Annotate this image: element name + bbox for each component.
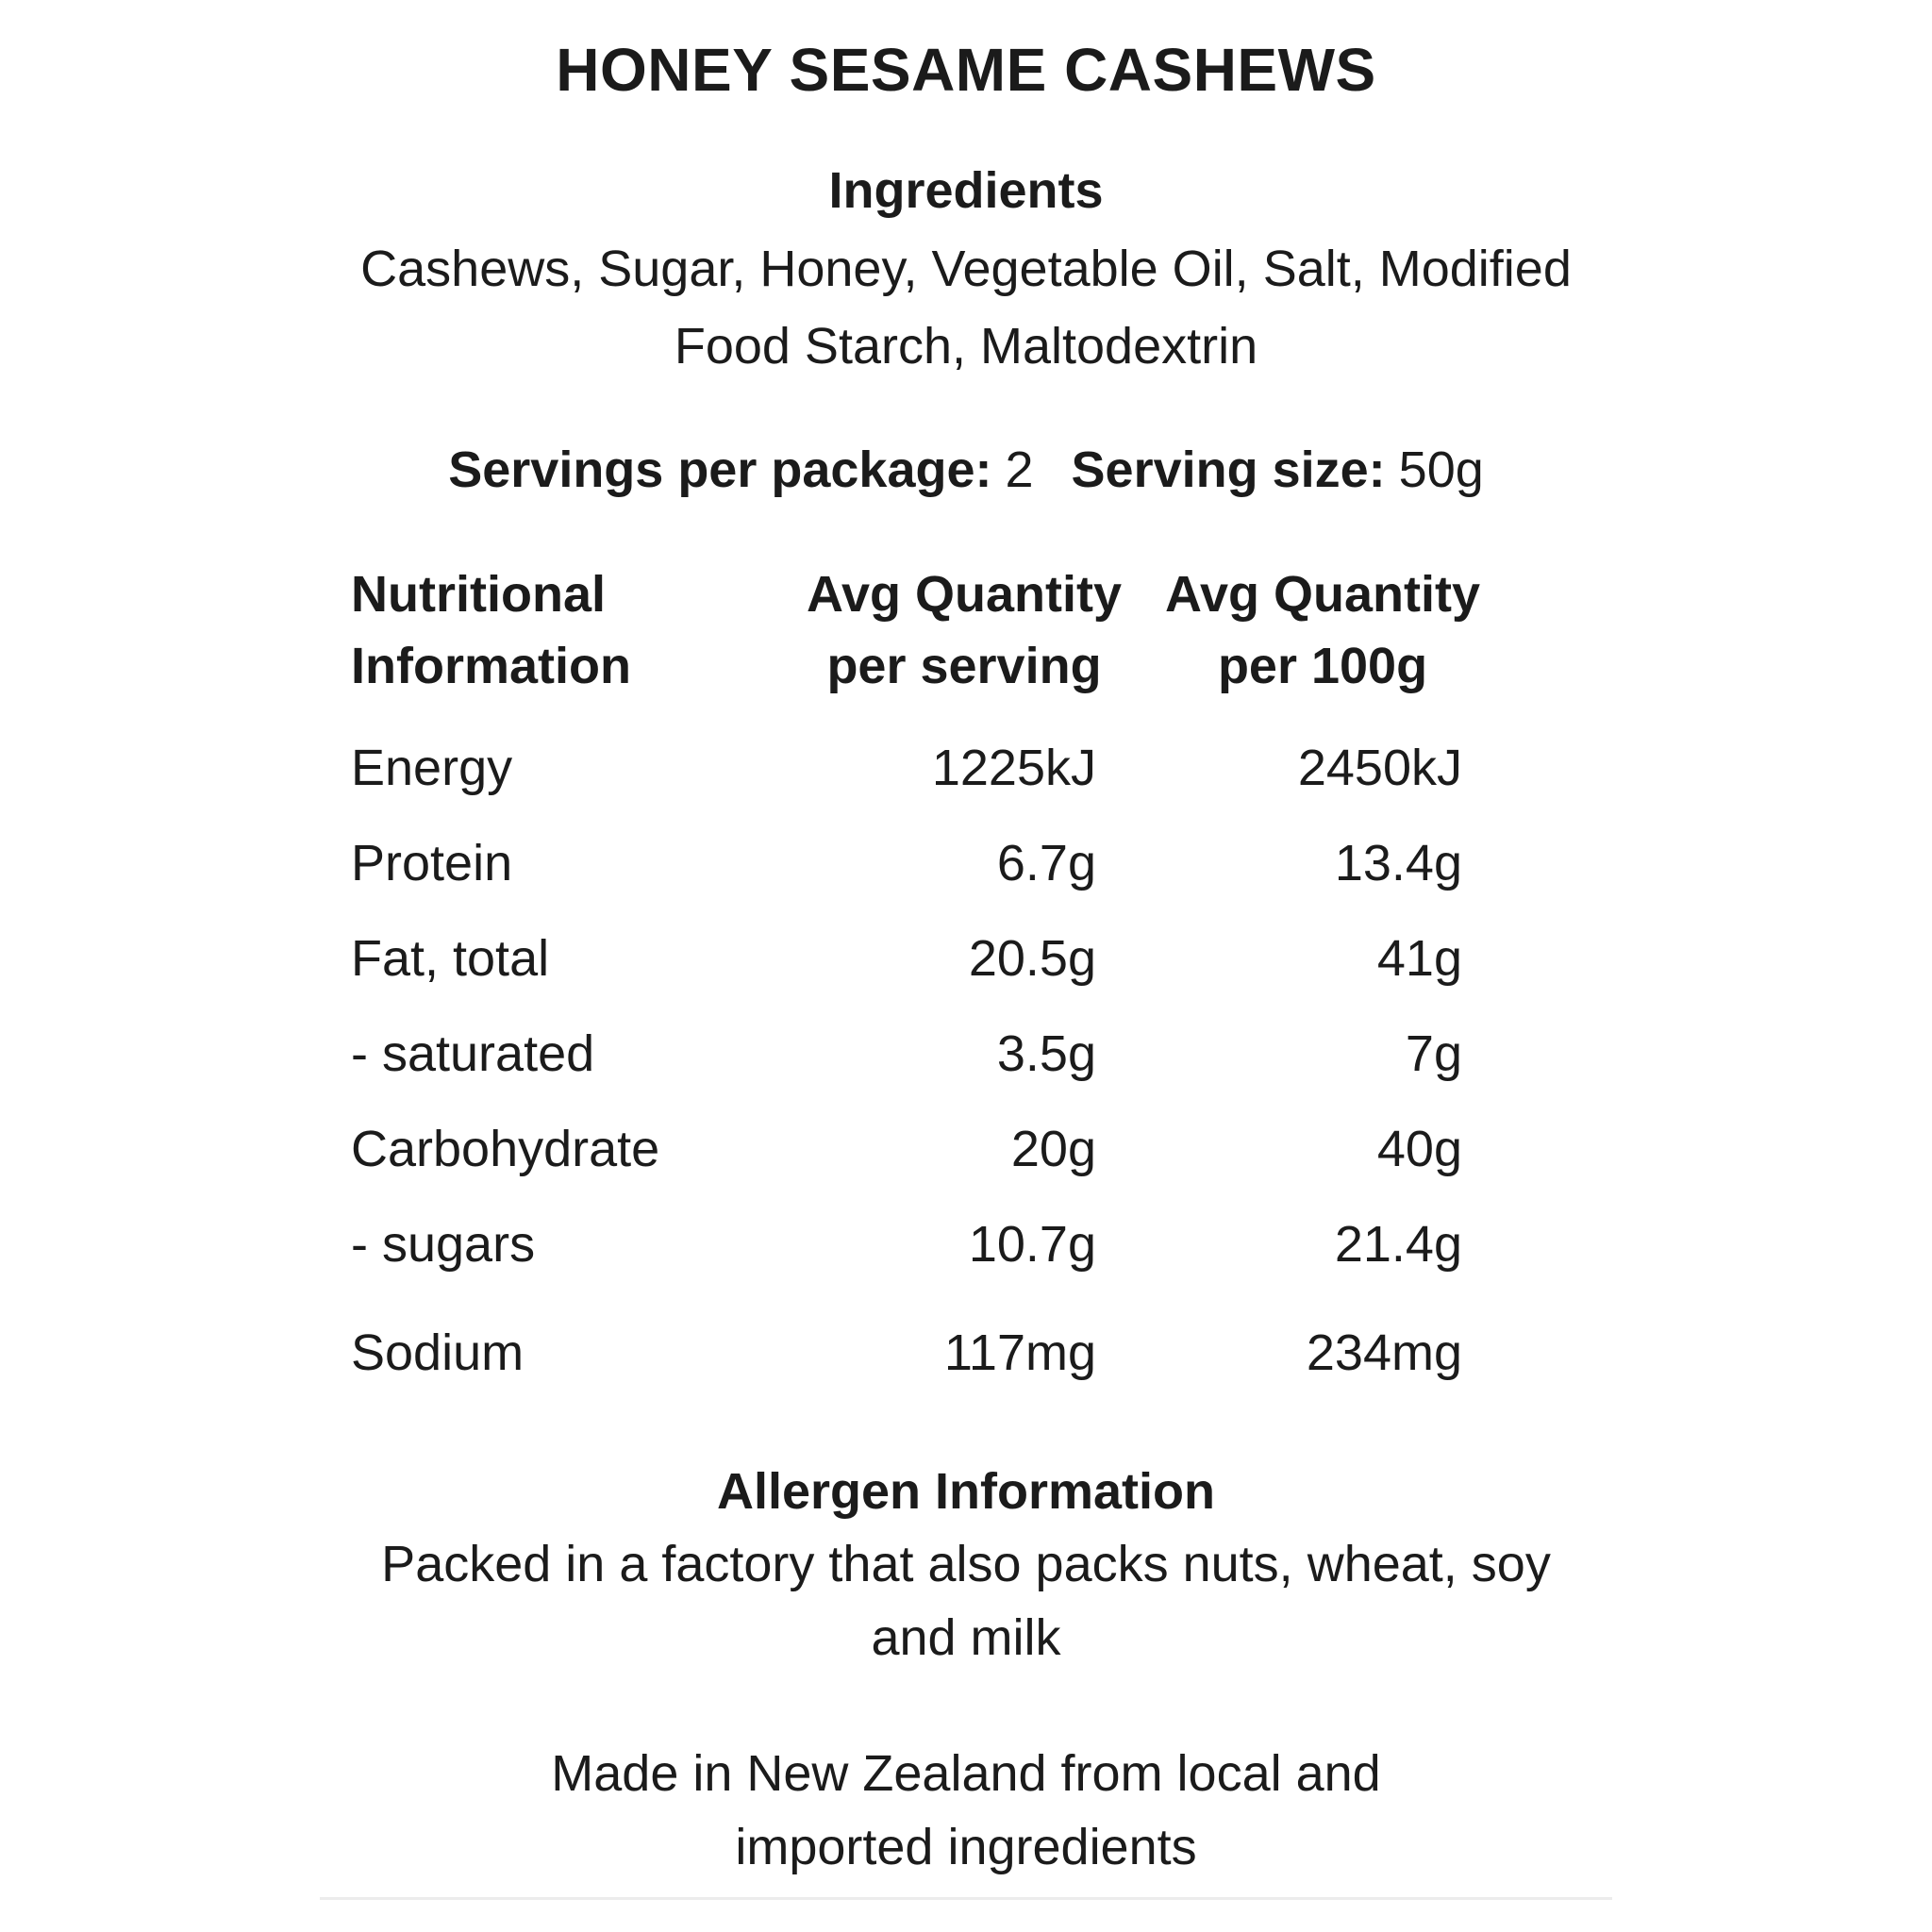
table-row-carbohydrate — [351, 1102, 1511, 1197]
per-serving-value: 6.7g — [996, 835, 1096, 891]
nutrient-name: - saturated — [351, 1025, 595, 1082]
per-serving-value: 3.5g — [996, 1025, 1096, 1082]
per-serving-value: 20g — [1010, 1121, 1096, 1177]
nutrient-name: Fat, total — [351, 930, 550, 987]
ingredients-line-2: Food Starch, Maltodextrin — [674, 318, 1258, 375]
table-row-protein — [351, 816, 1511, 911]
origin-text — [0, 1737, 1932, 1884]
per-serving-value: 1225kJ — [931, 740, 1096, 796]
nutrient-name: Carbohydrate — [351, 1121, 660, 1177]
nutrition-info-header: Nutritional Information — [351, 566, 631, 694]
per-100g-value: 41g — [1376, 930, 1462, 987]
serving-size-value: 50g — [1398, 441, 1484, 498]
servings-line — [0, 440, 1932, 500]
nutrient-name: - sugars — [351, 1216, 536, 1273]
per-100g-value: 40g — [1376, 1121, 1462, 1177]
bottom-divider-line — [320, 1897, 1612, 1900]
nutrition-table-header-row — [351, 558, 1511, 721]
per-serving-value: 20.5g — [968, 930, 1096, 987]
origin-line-1: Made in New Zealand from local and — [551, 1745, 1381, 1802]
table-row-sodium — [351, 1292, 1511, 1401]
allergen-line-2: and milk — [871, 1609, 1061, 1666]
nutrient-name: Energy — [351, 740, 513, 796]
ingredients-text — [0, 230, 1932, 385]
origin-line-2: imported ingredients — [735, 1819, 1197, 1875]
nutrition-table-wrap — [351, 558, 1932, 1401]
nutrient-name: Sodium — [351, 1324, 525, 1381]
allergen-heading: Allergen Information — [716, 1463, 1216, 1520]
ingredients-heading: Ingredients — [828, 162, 1104, 219]
allergen-text — [0, 1527, 1932, 1674]
ingredients-line-1: Cashews, Sugar, Honey, Vegetable Oil, Salt, Modified — [360, 241, 1572, 297]
per-100g-value: 234mg — [1306, 1324, 1462, 1381]
per-100g-value: 13.4g — [1334, 835, 1462, 891]
servings-per-package-value: 2 — [1005, 441, 1034, 498]
table-row-saturated — [351, 1007, 1511, 1102]
table-row-energy — [351, 721, 1511, 816]
per-serving-header: Avg Quantity per serving — [806, 566, 1123, 694]
allergen-line-1: Packed in a factory that also packs nuts, wheat, soy — [381, 1536, 1551, 1592]
servings-per-package-label: Servings per package: — [448, 441, 992, 498]
per-100g-header: Avg Quantity per 100g — [1164, 566, 1481, 694]
per-serving-value: 117mg — [943, 1324, 1096, 1381]
per-100g-value: 21.4g — [1334, 1216, 1462, 1273]
page-title: HONEY SESAME CASHEWS — [556, 36, 1376, 104]
table-row-fat-total — [351, 911, 1511, 1007]
table-row-sugars — [351, 1197, 1511, 1292]
nutrient-name: Protein — [351, 835, 513, 891]
per-serving-value: 10.7g — [968, 1216, 1096, 1273]
per-100g-value: 2450kJ — [1297, 740, 1462, 796]
nutrition-table — [351, 558, 1511, 1401]
serving-size-label: Serving size: — [1071, 441, 1386, 498]
per-100g-value: 7g — [1405, 1025, 1462, 1082]
